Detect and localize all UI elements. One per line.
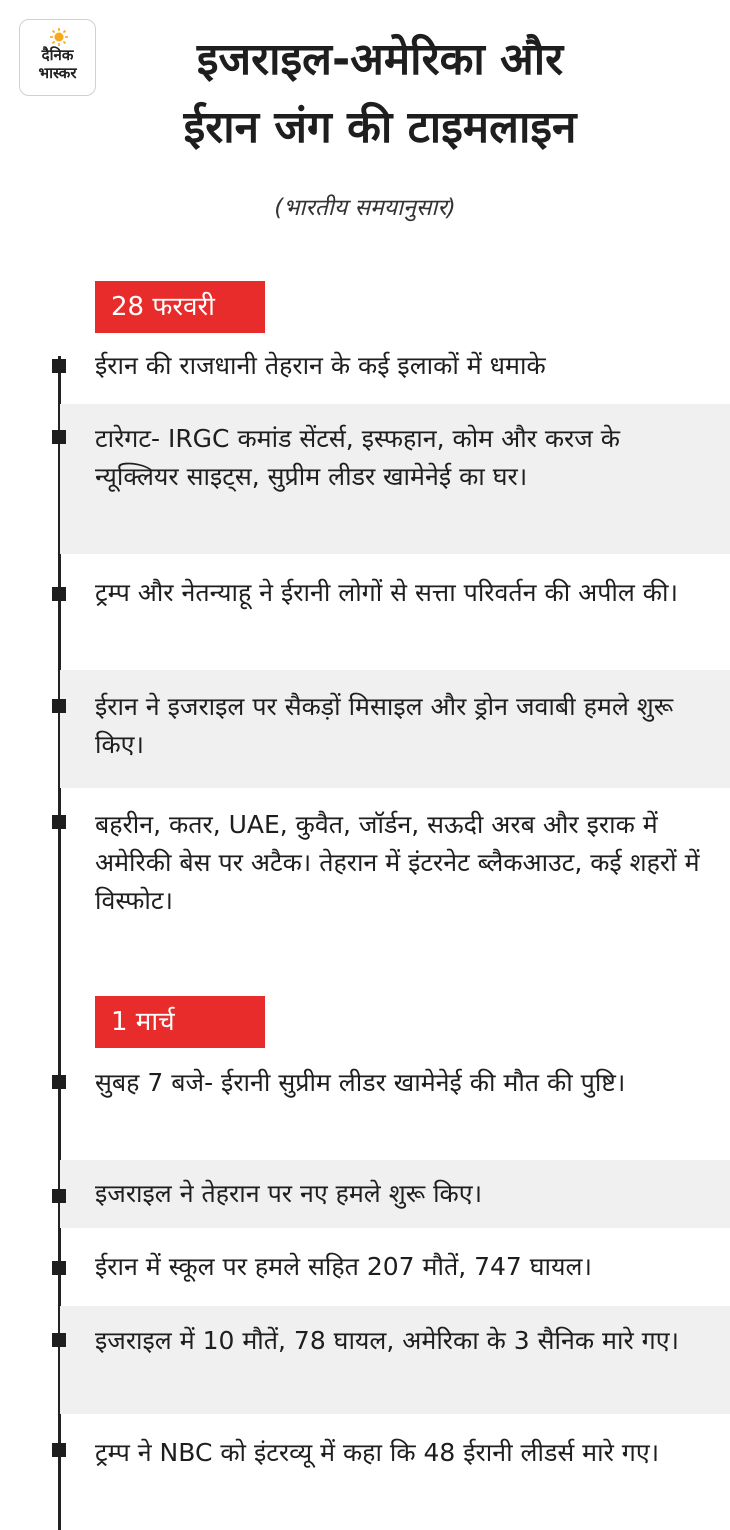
page-subtitle: (भारतीय समयानुसार): [274, 195, 456, 221]
timeline-event: [60, 670, 730, 788]
event-text: ईरान की राजधानी तेहरान के कई इलाकों में धमाके: [95, 351, 546, 380]
event-text: इजराइल में 10 मौतें, 78 घायल, अमेरिका के 3 सैनिक मारे गए।: [95, 1326, 680, 1355]
timeline-event: [60, 1232, 730, 1302]
sun-icon: [50, 28, 68, 46]
logo-line1: दैनिक: [41, 46, 74, 64]
timeline-event: [60, 1160, 730, 1228]
date-tag-feb28: 28 फरवरी: [95, 281, 265, 333]
timeline-event: [60, 1420, 730, 1530]
event-text: सुबह 7 बजे- ईरानी सुप्रीम लीडर खामेनेई की मौत की पुष्टि।: [95, 1068, 626, 1097]
event-text: ट्रम्प ने NBC को इंटरव्यू में कहा कि 48 ईरानी लीडर्स मारे गए।: [95, 1438, 660, 1467]
event-text: ईरान में स्कूल पर हमले सहित 207 मौतें, 747 घायल।: [95, 1252, 592, 1281]
timeline-event: [60, 338, 730, 396]
timeline-bullet: [52, 1075, 66, 1089]
timeline-bullet: [52, 359, 66, 373]
page-title-line1: इजराइल-अमेरिका और: [196, 34, 564, 85]
timeline-bullet: [52, 1333, 66, 1347]
event-text: बहरीन, कतर, UAE, कुवैत, जॉर्डन, सऊदी अरब और इराक में अमेरिकी बेस पर अटैक। तेहरान में इंटरनेट ब्लैकआउट, कई शहरों में विस्फोट।: [95, 810, 700, 915]
timeline-bullet: [52, 699, 66, 713]
timeline-bullet: [52, 587, 66, 601]
logo-line2: भास्कर: [38, 64, 77, 82]
timeline-event: [60, 1306, 730, 1414]
timeline-bullet: [52, 1443, 66, 1457]
event-text: ट्रम्प और नेतन्याहू ने ईरानी लोगों से सत्ता परिवर्तन की अपील की।: [95, 578, 678, 607]
date-tag-mar1: 1 मार्च: [95, 996, 265, 1048]
timeline-event: [60, 404, 730, 554]
event-text: इजराइल ने तेहरान पर नए हमले शुरू किए।: [95, 1179, 483, 1208]
timeline-event: [60, 1058, 730, 1158]
event-text: ईरान ने इजराइल पर सैकड़ों मिसाइल और ड्रोन जवाबी हमले शुरू किए।: [95, 692, 674, 759]
timeline-bullet: [52, 1261, 66, 1275]
dainik-bhaskar-logo: [19, 19, 96, 96]
timeline-event: [60, 562, 730, 666]
timeline-event: [60, 794, 730, 934]
timeline-bullet: [52, 430, 66, 444]
timeline-bullet: [52, 815, 66, 829]
event-text: टारेगट- IRGC कमांड सेंटर्स, इस्फहान, कोम और करज के न्यूक्लियर साइट्स, सुप्रीम लीडर खामेनेई का घर।: [95, 424, 620, 491]
page-title-line2: ईरान जंग की टाइमलाइन: [183, 102, 577, 153]
timeline-bullet: [52, 1189, 66, 1203]
